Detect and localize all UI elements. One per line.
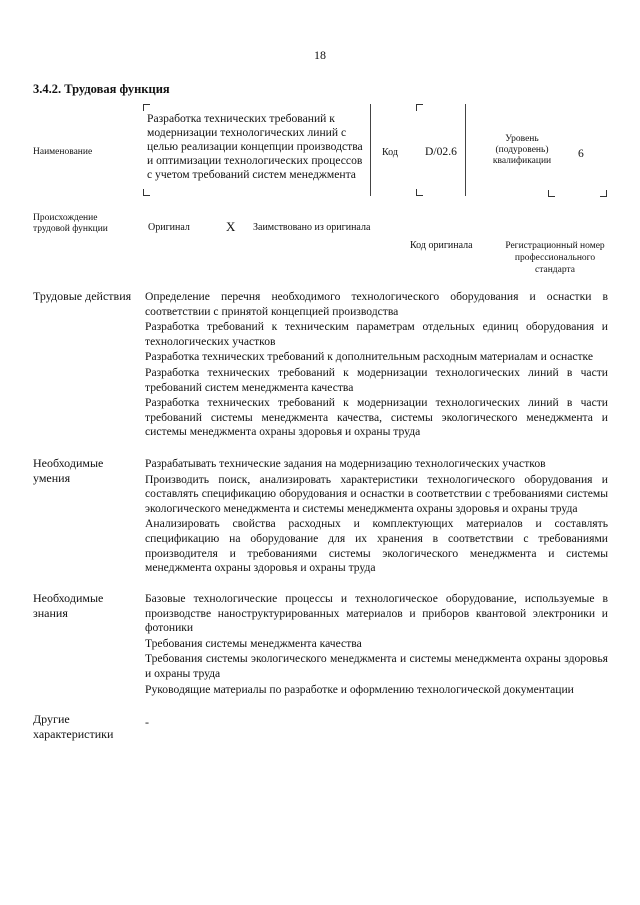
section-label-knowledge: Необходимые знания: [33, 591, 104, 620]
corner-mark: [548, 190, 555, 197]
list-item: Разработка технических требований к дополнительным расходным материалам и оснастке: [145, 350, 594, 364]
code-value: D/02.6: [425, 145, 457, 158]
page-number: 18: [314, 48, 326, 62]
original-mark: X: [226, 219, 236, 234]
section-label-labor-actions: Трудовые действия: [33, 289, 132, 303]
original-label: Оригинал: [148, 222, 190, 233]
level-value: 6: [578, 147, 584, 160]
list-item: Производить поиск, анализировать характеристики технологического оборудования и составлять спецификацию оборудования и оснастки в соответствии с требованиями системы экологического менеджмента и системы менеджмента охраны здоровья и охраны труда: [145, 472, 608, 515]
name-box: [143, 104, 371, 196]
list-item: Требования системы экологического менеджмента и системы менеджмента охраны здоровья и охраны труда: [145, 652, 608, 680]
section-label-other: Другие характеристики: [33, 712, 114, 741]
section-title: 3.4.2. Трудовая функция: [33, 82, 170, 96]
original-code-label: Код оригинала: [410, 240, 473, 251]
section-label-skills: Необходимые умения: [33, 456, 104, 485]
borrowed-label: Заимствовано из оригинала: [253, 222, 371, 233]
corner-mark: [600, 190, 607, 197]
list-item: Требования системы менеджмента качества: [145, 636, 362, 650]
other-characteristics-value: -: [145, 715, 149, 729]
list-item: Определение перечня необходимого технологического оборудования и оснастки в соответствии с принятой концепцией производства: [145, 290, 608, 318]
registration-number-label: Регистрационный номер профессионального стандарта: [505, 241, 605, 275]
code-label: Код: [382, 147, 398, 158]
list-item: Разработка технических требований к модернизации технологических линий в части требований систем менеджмента качества: [145, 365, 608, 394]
labor-actions-list: [145, 290, 608, 441]
origin-label: Происхождение трудовой функции: [33, 213, 108, 234]
list-item: Разрабатывать технические задания на модернизацию технологических участков: [145, 457, 546, 470]
name-label: Наименование: [33, 147, 93, 157]
list-item: Анализировать свойства расходных и комплектующих материалов и составлять спецификацию на оборудование для их хранения в соответствии с требованиями производителя и требованиями системы экологического менеджмента и системы менеджмента охраны здоровья и охраны труда: [145, 517, 608, 575]
function-name: Разработка технических требований к модернизации технологических линий с целью реализации концепции производства и оптимизации технологических процессов с учетом требований систем менеджмента: [147, 112, 363, 181]
list-item: Разработка требований к техническим параметрам отдельных единиц оборудования и технологических участков: [145, 320, 608, 348]
skills-list: [145, 457, 608, 577]
list-item: Руководящие материалы по разработке и оформлению технологической документации: [145, 682, 574, 696]
level-label: Уровень (подуровень) квалификации: [492, 134, 552, 166]
knowledge-list: [145, 592, 608, 698]
list-item: Базовые технологические процессы и технологическое оборудование, используемые в производстве наноструктурированных материалов и приборов квантовой электроники и фотоники: [145, 592, 608, 635]
list-item: Разработка технических требований к модернизации технологических линий в части требований системы менеджмента качества, системы экологического менеджмента и системы менеджмента охраны здоровья и охраны труда: [145, 396, 608, 439]
